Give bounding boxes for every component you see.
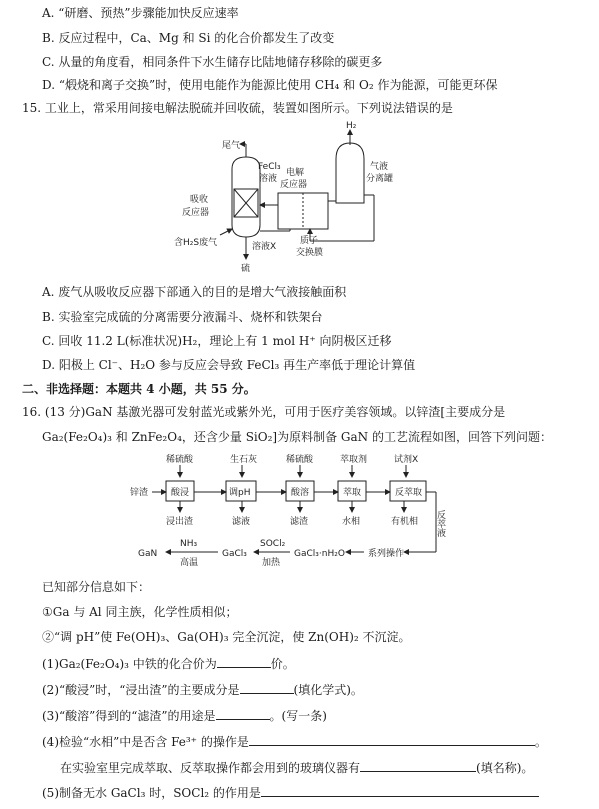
q16-part-4-suffix: 。 [534,735,547,749]
step-extract: 萃取 [343,488,362,498]
q16-stem-line-1: 16. (13 分)GaN 基激光器可发射蓝光或紫外光，可用于医疗美容领域。以锌渣[主要成分是 [22,405,506,419]
q16-stem-line-2: Ga₂(Fe₂O₄)₃ 和 ZnFe₂O₄，还含少量 SiO₂]为原料制备 GaN 的工艺流程如图，回答下列问题： [42,430,552,444]
label-high-temp: 高温 [180,558,199,568]
step-acid-leach: 酸浸 [171,488,190,498]
q16-part-4 [42,733,547,749]
label-reagent-x: 试剂X [394,455,419,465]
q16-part-4c-text: 在实验室里完成萃取、反萃取操作都会用到的玻璃仪器有 [60,761,361,775]
label-fecl3-1: FeCl₃ [258,162,281,172]
label-sulfur: 硫 [241,264,251,274]
q16-part-1-text: (1)Ga₂(Fe₂O₄)₃ 中铁的化合价为 [42,657,217,671]
label-nh3: NH₃ [180,539,198,549]
step-acid-dissolve: 酸溶 [291,488,310,498]
q16-process-flow-diagram [130,452,466,572]
q16-part-5-text: (5)制备无水 GaCl₃ 时，SOCl₂ 的作用是 [42,786,261,800]
label-zinc-slag: 锌渣 [130,488,149,498]
q15-option-c: C. 回收 11.2 L(标准状况)H₂，理论上有 1 mol H⁺ 向阴极区迁移 [42,334,392,348]
step-adjust-ph: 调pH [229,488,251,498]
label-water-phase: 水相 [342,517,361,527]
q16-part-1 [42,655,295,671]
label-fecl3-2: 溶液 [259,174,278,184]
label-dilute-acid-2: 稀硫酸 [286,455,314,465]
q16-part-2 [42,681,363,697]
q16-part-4-text: (4)检验“水相”中是否含 Fe³⁺ 的操作是 [42,735,249,749]
label-ele-2: 反应器 [280,180,308,190]
label-ele-1: 电解 [286,168,305,178]
q15-stem: 15. 工业上，常采用间接电解法脱硫并回收硫，装置如图所示。下列说法错误的是 [22,101,453,115]
section-heading: 二、非选择题：本题共 4 小题，共 55 分。 [22,382,256,396]
q16-known-info-heading: 已知部分信息如下： [42,580,151,594]
label-filter-residue: 滤渣 [290,517,309,527]
q14-option-c: C. 从量的角度看，相同条件下水生储存比陆地储存移除的碳更多 [42,55,383,69]
q16-part-2-text: (2)“酸浸”时，“浸出渣”的主要成分是 [42,683,240,697]
label-strip-liquor: 反萃液 [435,510,445,537]
q16-part-3-text: (3)“酸溶”得到的“滤渣”的用途是 [42,709,216,723]
label-dilute-acid-1: 稀硫酸 [166,455,194,465]
q15-option-b: B. 实验室完成硫的分离需要分液漏斗、烧杯和铁架台 [42,310,323,324]
label-gacl3-hydrate: GaCl₃·nH₂O [294,549,345,559]
label-series-ops: 系列操作 [368,549,405,559]
q16-part-1-suffix: 价。 [270,657,295,671]
q16-part-4c-suffix: (填名称)。 [476,761,534,775]
label-leach-residue: 浸出渣 [166,517,194,527]
q14-option-a: A. “研磨、预热”步骤能加快反应速率 [42,6,239,20]
label-gacl3: GaCl₃ [222,549,247,559]
label-h2: H₂ [346,121,357,131]
label-extractant: 萃取剂 [340,455,368,465]
q14-option-b: B. 反应过程中，Ca、Mg 和 Si 的化合价都发生了改变 [42,31,335,45]
q16-info-2: ②“调 pH”使 Fe(OH)₃、Ga(OH)₃ 完全沉淀，使 Zn(OH)₂ 不沉淀。 [42,630,411,644]
q16-part-5 [42,784,539,800]
label-pm-2: 交换膜 [296,248,324,258]
q16-part-3 [42,707,327,723]
label-heat: 加热 [262,558,281,568]
label-sep-2: 分离罐 [366,174,394,184]
label-quicklime: 生石灰 [230,455,258,465]
label-abs-1: 吸收 [190,195,209,205]
q15-option-d: D. 阳极上 Cl⁻、H₂O 参与反应会导致 FeCl₃ 再生产率低于理论计算值 [42,358,416,372]
answer-blank-3[interactable] [216,707,270,720]
q14-option-d: D. “煅烧和离子交换”时，使用电能作为能源比使用 CH₄ 和 O₂ 作为能源，可能更环保 [42,78,498,92]
step-back-extract: 反萃取 [395,488,423,498]
q16-part-3-suffix: 。(写一条) [269,709,327,723]
label-solution-x: 溶液X [252,242,277,252]
answer-blank-1[interactable] [217,655,271,668]
q16-part-4-continued [60,759,533,775]
q16-info-1: ①Ga 与 Al 同主族，化学性质相似； [42,605,238,619]
answer-blank-6[interactable] [261,784,539,797]
label-filtrate: 滤液 [232,517,251,527]
q16-part-2-suffix: (填化学式)。 [293,683,363,697]
label-pm-1: 质子 [300,236,319,246]
label-abs-2: 反应器 [182,208,210,218]
answer-blank-5[interactable] [360,759,476,772]
label-sep-1: 气液 [370,162,389,172]
label-waste-gas: 含H₂S废气 [174,238,218,248]
q15-apparatus-diagram [160,117,450,275]
label-organic-phase: 有机相 [391,517,419,527]
answer-blank-2[interactable] [240,681,294,694]
label-socl2: SOCl₂ [260,539,286,549]
q15-option-a: A. 废气从吸收反应器下部通入的目的是增大气液接触面积 [42,285,347,299]
answer-blank-4[interactable] [249,733,535,746]
label-tail-gas: 尾气 [222,141,241,151]
label-gan: GaN [138,549,158,559]
